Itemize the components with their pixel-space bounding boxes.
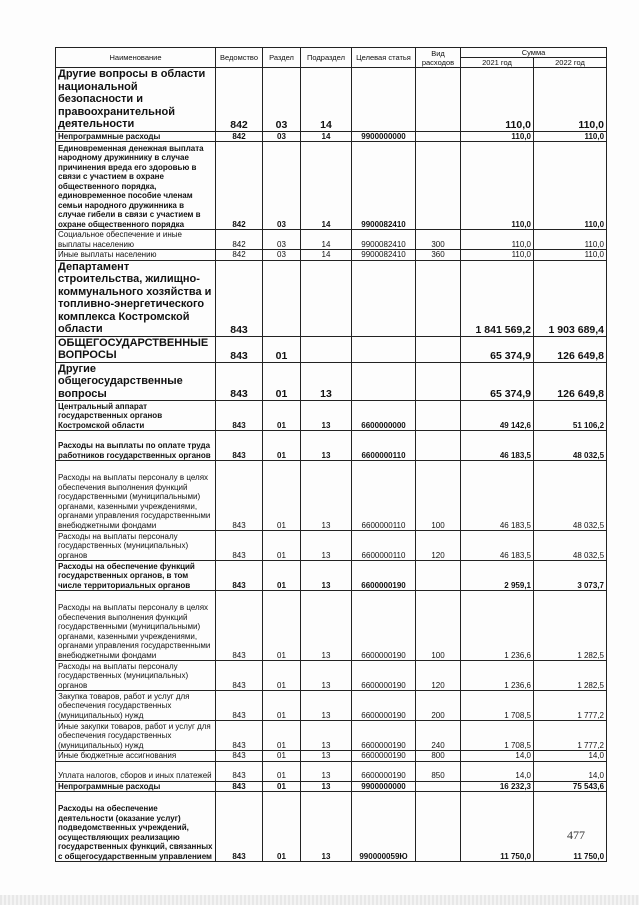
cell-dept: 842 [216, 68, 263, 132]
cell-name: Расходы на выплаты персоналу в целях обеспечения выполнения функций государственными (муниципальными) органами, казенными учреждениями, органами управления государственными внебюджетными фондами [56, 461, 216, 531]
cell-subsection: 13 [301, 431, 352, 461]
cell-value-2022: 110,0 [534, 68, 607, 132]
cell-name: Расходы на выплаты персоналу в целях обеспечения выполнения функций государственными (муниципальными) органами, казенными учреждениями, органами управления государственными внебюджетными фондами [56, 591, 216, 661]
table-row [56, 792, 607, 862]
cell-exptype: 200 [416, 691, 461, 721]
cell-value-2022: 51 106,2 [534, 401, 607, 431]
cell-exptype: 240 [416, 721, 461, 751]
cell-target: 9900082410 [352, 142, 416, 230]
cell-section [263, 260, 301, 336]
cell-exptype [416, 131, 461, 142]
cell-subsection: 13 [301, 761, 352, 781]
header-year-2022: 2022 год [534, 58, 607, 68]
cell-value-2021: 46 183,5 [461, 461, 534, 531]
cell-name: Департамент строительства, жилищно-коммунального хозяйства и топливно-энергетического комплекса Костромской области [56, 260, 216, 336]
cell-section: 01 [263, 461, 301, 531]
cell-section: 01 [263, 431, 301, 461]
cell-value-2021: 14,0 [461, 751, 534, 762]
cell-value-2021: 11 750,0 [461, 792, 534, 862]
cell-target: 6600000190 [352, 691, 416, 721]
budget-table [55, 47, 607, 862]
cell-value-2021: 16 232,3 [461, 781, 534, 792]
cell-dept: 843 [216, 561, 263, 591]
header-section: Раздел [263, 48, 301, 68]
cell-dept: 843 [216, 461, 263, 531]
cell-value-2021: 1 708,5 [461, 721, 534, 751]
cell-value-2022: 48 032,5 [534, 461, 607, 531]
cell-name: Расходы на обеспечение функций государственных органов, в том числе территориальных органов [56, 561, 216, 591]
cell-value-2022: 110,0 [534, 131, 607, 142]
cell-section: 03 [263, 250, 301, 261]
cell-name: Иные закупки товаров, работ и услуг для обеспечения государственных (муниципальных) нужд [56, 721, 216, 751]
cell-section: 03 [263, 68, 301, 132]
table-row [56, 362, 607, 401]
cell-subsection: 13 [301, 531, 352, 561]
cell-value-2022: 48 032,5 [534, 431, 607, 461]
cell-dept: 843 [216, 661, 263, 691]
table-row [56, 260, 607, 336]
cell-exptype: 850 [416, 761, 461, 781]
cell-section: 03 [263, 142, 301, 230]
cell-subsection: 14 [301, 230, 352, 250]
header-target: Целевая статья [352, 48, 416, 68]
cell-target: 6600000110 [352, 431, 416, 461]
cell-dept: 843 [216, 336, 263, 362]
table-row [56, 761, 607, 781]
cell-name: Расходы на выплаты персоналу государственных (муниципальных) органов [56, 531, 216, 561]
cell-value-2021: 1 841 569,2 [461, 260, 534, 336]
header-exptype: Вид расходов [416, 48, 461, 68]
cell-name: Закупка товаров, работ и услуг для обеспечения государственных (муниципальных) нужд [56, 691, 216, 721]
cell-value-2022: 1 777,2 [534, 691, 607, 721]
cell-dept: 842 [216, 131, 263, 142]
cell-exptype: 360 [416, 250, 461, 261]
cell-dept: 843 [216, 751, 263, 762]
cell-target: 6600000110 [352, 461, 416, 531]
cell-dept: 843 [216, 401, 263, 431]
cell-exptype [416, 142, 461, 230]
cell-exptype: 120 [416, 531, 461, 561]
cell-exptype: 100 [416, 461, 461, 531]
table-row [56, 591, 607, 661]
cell-value-2022: 14,0 [534, 751, 607, 762]
cell-target: 6600000190 [352, 591, 416, 661]
table-row [56, 781, 607, 792]
cell-name: Единовременная денежная выплата народному дружиннику в случае причинения вреда его здоровью в связи с участием в охране общественного порядка, единовременное пособие членам семьи народного дружинника в случае гибели в связи с участием в охране общественного порядка [56, 142, 216, 230]
cell-dept: 843 [216, 531, 263, 561]
cell-value-2022: 48 032,5 [534, 531, 607, 561]
cell-exptype [416, 431, 461, 461]
table-row [56, 661, 607, 691]
cell-target: 6600000190 [352, 761, 416, 781]
cell-target [352, 260, 416, 336]
cell-value-2021: 1 708,5 [461, 691, 534, 721]
cell-dept: 843 [216, 260, 263, 336]
cell-subsection: 13 [301, 362, 352, 401]
cell-exptype: 300 [416, 230, 461, 250]
cell-name: Социальное обеспечение и иные выплаты населению [56, 230, 216, 250]
cell-section: 01 [263, 531, 301, 561]
cell-value-2022: 126 649,8 [534, 336, 607, 362]
cell-subsection: 13 [301, 401, 352, 431]
cell-section: 03 [263, 230, 301, 250]
table-row [56, 561, 607, 591]
cell-section: 01 [263, 792, 301, 862]
cell-value-2021: 46 183,5 [461, 531, 534, 561]
table-row [56, 461, 607, 531]
cell-exptype [416, 336, 461, 362]
cell-dept: 842 [216, 142, 263, 230]
cell-value-2022: 1 903 689,4 [534, 260, 607, 336]
cell-section: 01 [263, 721, 301, 751]
cell-subsection [301, 260, 352, 336]
cell-subsection: 13 [301, 661, 352, 691]
table-row [56, 250, 607, 261]
cell-name: Расходы на обеспечение деятельности (оказание услуг) подведомственных учреждений, осуществляющих реализацию государственных функций, связанных с общегосударственным управлением [56, 792, 216, 862]
cell-subsection: 13 [301, 461, 352, 531]
cell-dept: 843 [216, 761, 263, 781]
cell-target: 9900000000 [352, 131, 416, 142]
cell-subsection: 13 [301, 591, 352, 661]
cell-exptype: 120 [416, 661, 461, 691]
cell-dept: 843 [216, 721, 263, 751]
table-row [56, 401, 607, 431]
cell-exptype [416, 68, 461, 132]
cell-exptype [416, 260, 461, 336]
cell-section: 01 [263, 561, 301, 591]
cell-section: 01 [263, 691, 301, 721]
cell-value-2021: 110,0 [461, 250, 534, 261]
cell-subsection: 13 [301, 561, 352, 591]
cell-name: Иные выплаты населению [56, 250, 216, 261]
cell-dept: 843 [216, 362, 263, 401]
cell-exptype [416, 781, 461, 792]
cell-subsection [301, 336, 352, 362]
cell-section: 01 [263, 362, 301, 401]
cell-target: 6600000190 [352, 661, 416, 691]
cell-value-2022: 110,0 [534, 250, 607, 261]
cell-value-2021: 14,0 [461, 761, 534, 781]
cell-dept: 843 [216, 431, 263, 461]
header-sum: Сумма [461, 48, 607, 58]
cell-value-2021: 49 142,6 [461, 401, 534, 431]
cell-target: 6600000190 [352, 751, 416, 762]
cell-name: Расходы на выплаты по оплате труда работников государственных органов [56, 431, 216, 461]
cell-value-2021: 1 236,6 [461, 661, 534, 691]
cell-value-2021: 65 374,9 [461, 336, 534, 362]
cell-name: Другие вопросы в области национальной безопасности и правоохранительной деятельности [56, 68, 216, 132]
cell-subsection: 13 [301, 781, 352, 792]
cell-section: 01 [263, 781, 301, 792]
cell-subsection: 14 [301, 68, 352, 132]
cell-name: Другие общегосударственные вопросы [56, 362, 216, 401]
cell-name: Уплата налогов, сборов и иных платежей [56, 761, 216, 781]
header-dept: Ведомство [216, 48, 263, 68]
cell-section: 03 [263, 131, 301, 142]
cell-target: 9900082410 [352, 230, 416, 250]
cell-name: Непрограммные расходы [56, 131, 216, 142]
header-subsection: Подраздел [301, 48, 352, 68]
cell-value-2022: 11 750,0 [534, 792, 607, 862]
cell-dept: 843 [216, 591, 263, 661]
scan-edge [0, 895, 639, 905]
cell-value-2021: 46 183,5 [461, 431, 534, 461]
table-row [56, 131, 607, 142]
table-row [56, 691, 607, 721]
cell-section: 01 [263, 401, 301, 431]
cell-section: 01 [263, 336, 301, 362]
cell-name: Иные бюджетные ассигнования [56, 751, 216, 762]
cell-name: Расходы на выплаты персоналу государственных (муниципальных) органов [56, 661, 216, 691]
cell-value-2021: 110,0 [461, 142, 534, 230]
cell-section: 01 [263, 661, 301, 691]
page-number: 477 [567, 828, 585, 842]
cell-value-2022: 14,0 [534, 761, 607, 781]
cell-target: 6600000110 [352, 531, 416, 561]
table-row [56, 721, 607, 751]
header-name: Наименование [56, 48, 216, 68]
cell-value-2022: 110,0 [534, 142, 607, 230]
table-body [56, 68, 607, 862]
cell-value-2021: 65 374,9 [461, 362, 534, 401]
table-row [56, 142, 607, 230]
cell-value-2021: 110,0 [461, 68, 534, 132]
cell-value-2022: 3 073,7 [534, 561, 607, 591]
cell-value-2021: 110,0 [461, 131, 534, 142]
cell-exptype [416, 561, 461, 591]
cell-subsection: 13 [301, 792, 352, 862]
cell-section: 01 [263, 591, 301, 661]
cell-dept: 843 [216, 792, 263, 862]
table-row [56, 531, 607, 561]
cell-target: 9900082410 [352, 250, 416, 261]
table-row [56, 68, 607, 132]
cell-exptype: 100 [416, 591, 461, 661]
cell-target [352, 336, 416, 362]
cell-name: Непрограммные расходы [56, 781, 216, 792]
cell-subsection: 14 [301, 131, 352, 142]
cell-value-2022: 1 777,2 [534, 721, 607, 751]
cell-value-2022: 75 543,6 [534, 781, 607, 792]
cell-exptype [416, 401, 461, 431]
cell-value-2021: 1 236,6 [461, 591, 534, 661]
cell-exptype [416, 792, 461, 862]
cell-subsection: 13 [301, 721, 352, 751]
cell-subsection: 14 [301, 142, 352, 230]
cell-subsection: 14 [301, 250, 352, 261]
cell-target: 990000059Ю [352, 792, 416, 862]
table-row [56, 431, 607, 461]
table-row [56, 230, 607, 250]
header-year-2021: 2021 год [461, 58, 534, 68]
cell-target [352, 68, 416, 132]
cell-target: 9900000000 [352, 781, 416, 792]
cell-target: 6600000190 [352, 721, 416, 751]
cell-exptype: 800 [416, 751, 461, 762]
cell-section: 01 [263, 761, 301, 781]
cell-name: Центральный аппарат государственных органов Костромской области [56, 401, 216, 431]
cell-dept: 843 [216, 781, 263, 792]
cell-value-2022: 110,0 [534, 230, 607, 250]
cell-target [352, 362, 416, 401]
cell-name: ОБЩЕГОСУДАРСТВЕННЫЕ ВОПРОСЫ [56, 336, 216, 362]
table-row [56, 336, 607, 362]
cell-exptype [416, 362, 461, 401]
table-row [56, 751, 607, 762]
cell-section: 01 [263, 751, 301, 762]
cell-value-2022: 1 282,5 [534, 661, 607, 691]
cell-subsection: 13 [301, 691, 352, 721]
cell-dept: 842 [216, 230, 263, 250]
cell-target: 6600000000 [352, 401, 416, 431]
cell-value-2021: 2 959,1 [461, 561, 534, 591]
cell-value-2021: 110,0 [461, 230, 534, 250]
cell-value-2022: 126 649,8 [534, 362, 607, 401]
cell-value-2022: 1 282,5 [534, 591, 607, 661]
cell-dept: 842 [216, 250, 263, 261]
cell-target: 6600000190 [352, 561, 416, 591]
cell-dept: 843 [216, 691, 263, 721]
cell-subsection: 13 [301, 751, 352, 762]
